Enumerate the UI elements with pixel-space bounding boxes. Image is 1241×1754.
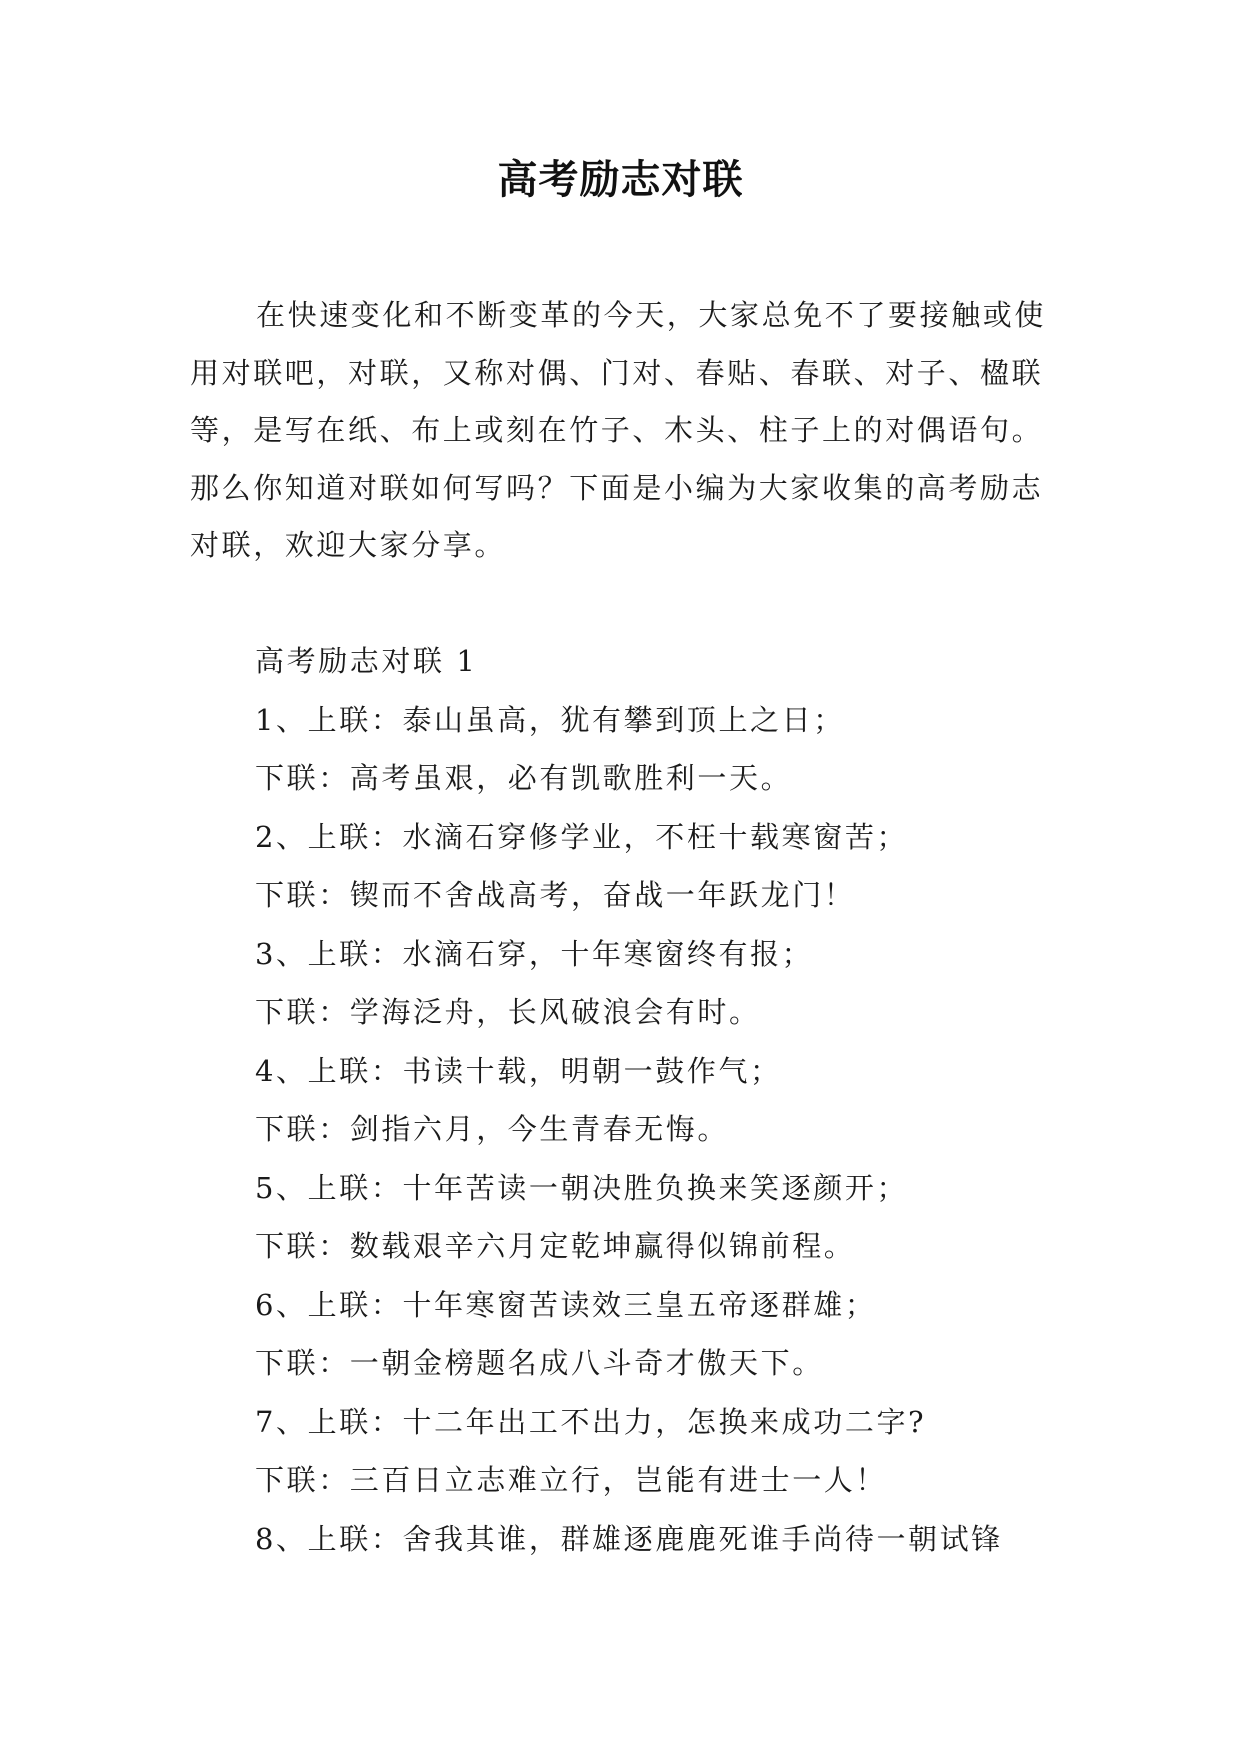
couplet-line: 1、上联：泰山虽高，犹有攀到顶上之日； (255, 702, 845, 737)
couplet-line: 6、上联：十年寒窗苦读效三皇五帝逐群雄； (255, 1287, 877, 1322)
couplet-line: 下联：学海泛舟，长风破浪会有时。 (255, 995, 761, 1029)
couplet-line: 5、上联：十年苦读一朝决胜负换来笑逐颜开； (255, 1170, 909, 1205)
couplet-line: 下联：一朝金榜题名成八斗奇才傲天下。 (255, 1346, 824, 1380)
couplet-line: 7、上联：十二年出工不出力，怎换来成功二字? (255, 1404, 927, 1439)
couplet-line: 4、上联：书读十载，明朝一鼓作气； (255, 1053, 782, 1088)
couplet-line: 下联：数载艰辛六月定乾坤赢得似锦前程。 (255, 1229, 856, 1263)
couplet-line: 下联：锲而不舍战高考，奋战一年跃龙门！ (255, 878, 856, 912)
couplet-line: 下联：剑指六月，今生青春无悔。 (255, 1112, 730, 1146)
couplet-line: 8、上联：舍我其谁，群雄逐鹿鹿死谁手尚待一朝试锋 (255, 1521, 1003, 1556)
couplet-line: 下联：三百日立志难立行，岂能有进士一人！ (255, 1463, 888, 1497)
couplet-line: 3、上联：水滴石穿，十年寒窗终有报； (255, 936, 814, 971)
couplet-list (255, 632, 1115, 1568)
couplet-line: 下联：高考虽艰，必有凯歌胜利一天。 (255, 761, 793, 795)
section-heading: 高考励志对联 1 (255, 644, 478, 678)
intro-paragraph: 在快速变化和不断变革的今天，大家总免不了要接触或使用对联吧，对联，又称对偶、门对、春贴、春联、对子、楹联等，是写在纸、布上或刻在竹子、木头、柱子上的对偶语句。那么你知道对联如何写吗？下面是小编为大家收集的高考励志对联，欢迎大家分享。 (190, 298, 1047, 562)
couplet-line: 2、上联：水滴石穿修学业，不枉十载寒窗苦； (255, 819, 909, 854)
document-title: 高考励志对联 (497, 157, 744, 203)
